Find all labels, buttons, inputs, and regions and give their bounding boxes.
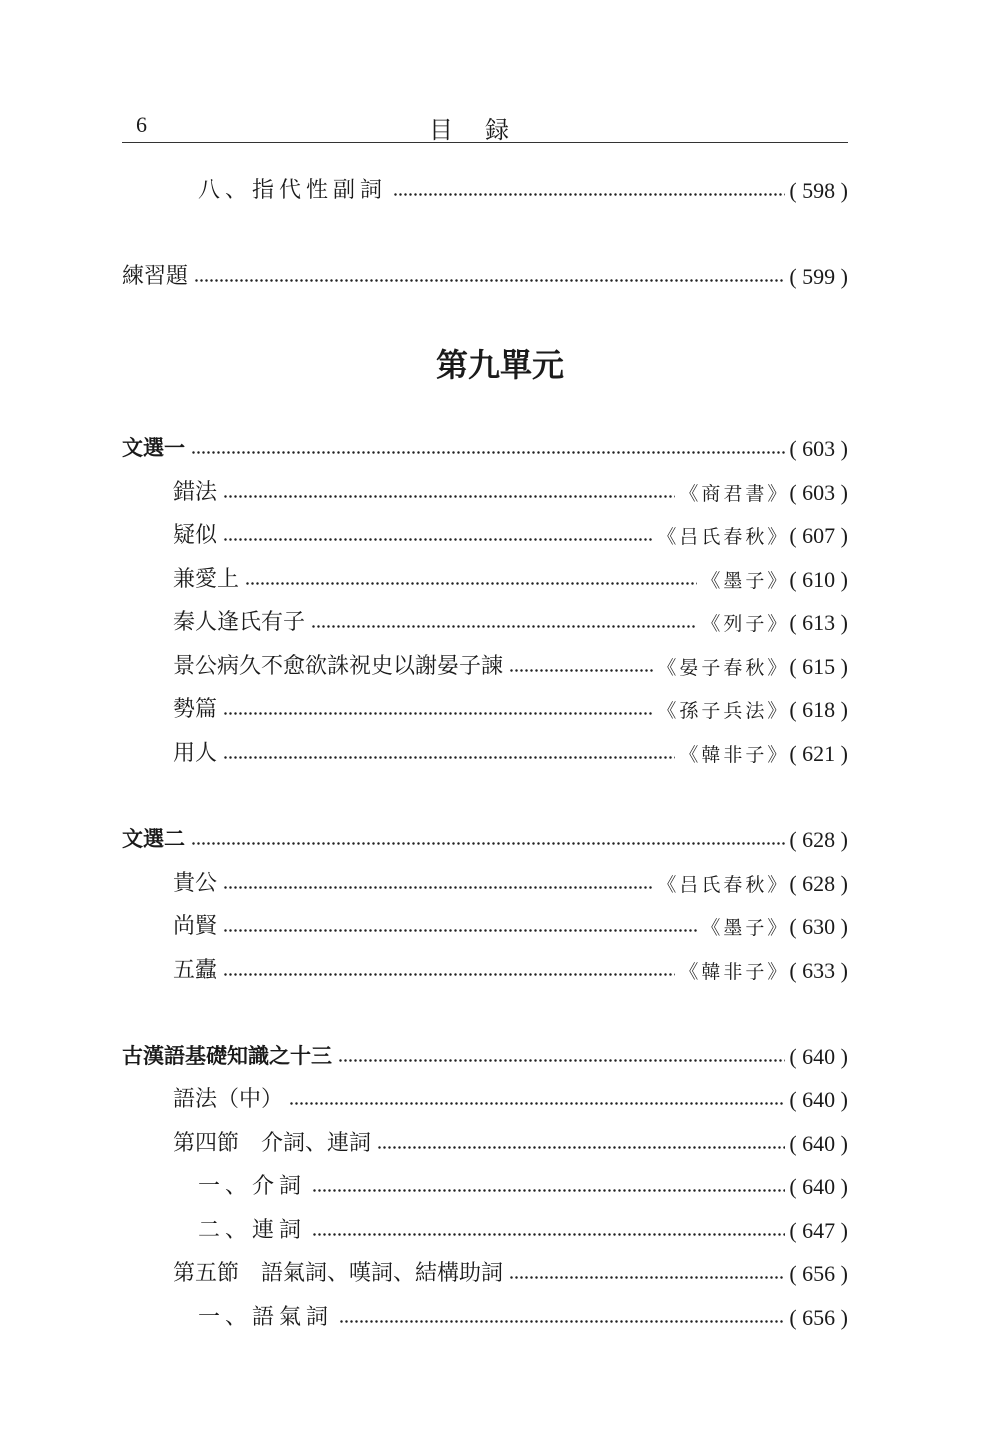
toc-entry — [173, 557, 848, 593]
dot-leader — [223, 712, 653, 715]
toc-entry-page: ( 640 ) — [789, 1087, 848, 1112]
toc-entry — [173, 948, 848, 984]
toc-entry-page: ( 647 ) — [789, 1218, 848, 1243]
toc-entry-source: 《晏子春秋》 — [657, 657, 790, 679]
toc-entry-label: 一、語氣詞 — [198, 1305, 334, 1330]
toc-entry-label: 尚賢 — [173, 914, 218, 939]
toc-entry-page: ( 599 ) — [789, 264, 848, 289]
toc-entry-page: ( 615 ) — [789, 654, 848, 679]
toc-entry-page: ( 628 ) — [789, 827, 848, 852]
toc-entry-page: ( 640 ) — [789, 1044, 848, 1069]
toc-entry-page: ( 613 ) — [789, 610, 848, 635]
toc-entry-label: 貴公 — [173, 871, 218, 896]
dot-leader — [509, 1276, 785, 1279]
dot-leader — [311, 625, 697, 628]
dot-leader — [223, 973, 675, 976]
toc-entry — [173, 513, 848, 549]
dot-leader — [312, 1189, 785, 1192]
toc-entry-label: 八、指代性副詞 — [198, 178, 388, 203]
toc-entry-label: 二、連詞 — [198, 1218, 307, 1243]
toc-entry-page: ( 610 ) — [789, 567, 848, 592]
toc-entry-label: 疑似 — [173, 523, 218, 548]
toc-entry-label: 勢篇 — [173, 697, 218, 722]
toc-entry-label: 五蠹 — [173, 958, 218, 983]
toc-entry — [122, 254, 848, 290]
toc-section-entry — [122, 1034, 848, 1070]
toc-entry — [173, 731, 848, 767]
toc-entry-source: 《墨子》 — [701, 570, 790, 592]
toc-entry-source: 《列子》 — [701, 613, 790, 635]
toc-entry — [173, 600, 848, 636]
page-header — [122, 108, 848, 143]
page-number: 6 — [136, 112, 147, 137]
toc-entry-page: ( 603 ) — [789, 480, 848, 505]
dot-leader — [338, 1059, 785, 1062]
toc-entry-label: 秦人逢氏有子 — [173, 610, 306, 635]
toc-entry-label: 文選二 — [122, 827, 185, 851]
toc-entry-page: ( 603 ) — [789, 436, 848, 461]
dot-leader — [223, 886, 653, 889]
toc-entry — [173, 470, 848, 506]
toc-entry — [198, 1164, 848, 1200]
toc-entry — [173, 644, 848, 680]
toc-entry-label: 語法（中） — [173, 1087, 284, 1112]
toc-entry-page: ( 618 ) — [789, 697, 848, 722]
dot-leader — [289, 1102, 785, 1105]
toc-entry — [198, 1295, 848, 1331]
dot-leader — [509, 669, 653, 672]
dot-leader — [194, 279, 785, 282]
toc-entry-label: 文選一 — [122, 436, 185, 460]
toc-entry-label: 古漢語基礎知識之十三 — [122, 1044, 332, 1068]
dot-leader — [191, 451, 785, 454]
toc-entry-source: 《商君書》 — [679, 483, 790, 505]
dot-leader — [393, 193, 785, 196]
running-title: 目録 — [429, 116, 541, 144]
toc-entry-page: ( 621 ) — [789, 741, 848, 766]
toc-entry-source: 《吕氏春秋》 — [657, 874, 790, 896]
toc-entry — [173, 904, 848, 940]
toc-entry — [173, 1251, 848, 1287]
toc-entry-page: ( 598 ) — [789, 178, 848, 203]
dot-leader — [191, 842, 785, 845]
toc-section-entry — [122, 426, 848, 462]
toc-entry — [173, 1121, 848, 1157]
dot-leader — [223, 538, 653, 541]
dot-leader — [339, 1320, 785, 1323]
toc-entry-source: 《吕氏春秋》 — [657, 526, 790, 548]
toc-entry-label: 錯法 — [173, 480, 218, 505]
toc-entry-page: ( 640 ) — [789, 1174, 848, 1199]
toc-entry — [173, 861, 848, 897]
dot-leader — [223, 495, 675, 498]
toc-entry-page: ( 640 ) — [789, 1131, 848, 1156]
toc-entry — [198, 1208, 848, 1244]
toc-entry — [198, 168, 848, 204]
toc-entry — [173, 687, 848, 723]
toc-entry-label: 一、介詞 — [198, 1174, 307, 1199]
toc-section-entry — [122, 817, 848, 853]
toc-entry-source: 《韓非子》 — [679, 744, 790, 766]
toc-entry-source: 《孫子兵法》 — [657, 700, 790, 722]
dot-leader — [223, 756, 675, 759]
toc-entry-page: ( 656 ) — [789, 1261, 848, 1286]
toc-entry-source: 《韓非子》 — [679, 961, 790, 983]
dot-leader — [312, 1233, 785, 1236]
toc-entry-page: ( 633 ) — [789, 958, 848, 983]
toc-entry-label: 練習題 — [122, 264, 189, 289]
toc-entry — [173, 1077, 848, 1113]
toc-entry-label: 景公病久不愈欲誅祝史以謝晏子諫 — [173, 654, 504, 679]
toc-entry-page: ( 630 ) — [789, 914, 848, 939]
toc-entry-label: 第四節 介詞、連詞 — [173, 1131, 372, 1156]
toc-entry-page: ( 607 ) — [789, 523, 848, 548]
toc-entry-page: ( 628 ) — [789, 871, 848, 896]
toc-entry-source: 《墨子》 — [701, 917, 790, 939]
toc-entry-label: 兼愛上 — [173, 567, 240, 592]
unit-title: 第九單元 — [435, 346, 564, 384]
toc-entry-label: 第五節 語氣詞、嘆詞、結構助詞 — [173, 1261, 504, 1286]
dot-leader — [245, 582, 697, 585]
dot-leader — [223, 929, 697, 932]
toc-entry-page: ( 656 ) — [789, 1305, 848, 1330]
dot-leader — [377, 1146, 785, 1149]
toc-entry-label: 用人 — [173, 741, 218, 766]
